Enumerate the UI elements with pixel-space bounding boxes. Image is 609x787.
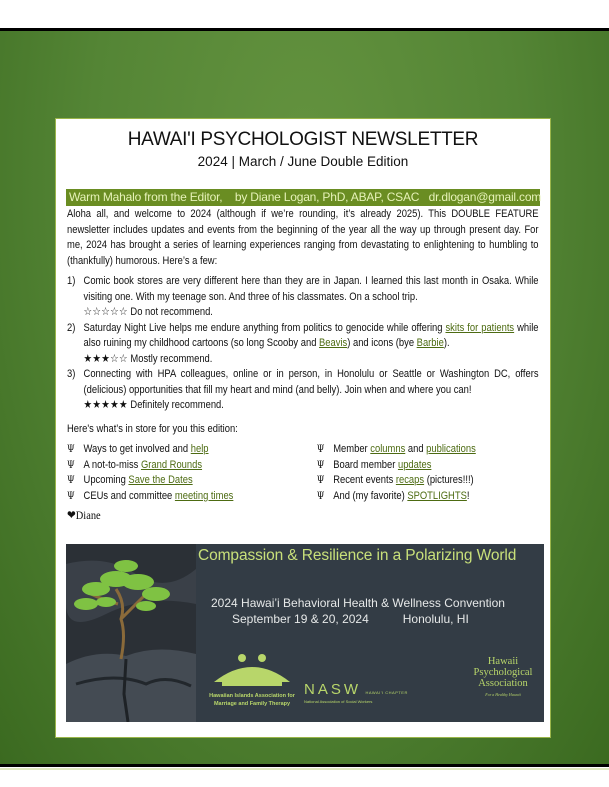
- psi-icon: Ψ: [67, 459, 75, 471]
- psi-icon: Ψ: [67, 475, 75, 486]
- list-text: Saturday Night Live helps me endure anything from politics to genocide while offering: [83, 321, 446, 334]
- item-text: !: [466, 489, 470, 502]
- psi-icon: Ψ: [316, 475, 325, 486]
- list-item: [67, 321, 539, 368]
- signature-name: Diane: [75, 508, 101, 522]
- list-number: 1): [67, 275, 76, 287]
- hpa-line: Hawaii: [487, 656, 519, 667]
- list-number: 2): [67, 321, 76, 334]
- item-text: and: [405, 443, 427, 455]
- contents-left: [67, 442, 303, 504]
- list-text: ).: [443, 337, 450, 349]
- item-text: Upcoming: [83, 474, 129, 486]
- hpa-line: Association: [478, 678, 528, 689]
- rating-verdict: Do not recommend.: [130, 306, 213, 318]
- meeting-times-link[interactable]: meeting times: [174, 489, 234, 502]
- himft-logo-icon: [212, 654, 292, 689]
- item-text: A not-to-miss: [83, 458, 141, 471]
- item-text: Ways to get involved and: [83, 443, 191, 455]
- contents-item: [317, 473, 539, 489]
- tree-on-rock-image: [66, 544, 196, 722]
- grand-rounds-link[interactable]: Grand Rounds: [140, 458, 203, 471]
- himft-logo: [206, 654, 298, 708]
- contents-item: [67, 458, 303, 474]
- list-text: Comic book stores are very different here than they are in Japan. I learned this last month in Osaka. While visiting one. With my teenage son. And three of his classmates. On a school trip.: [83, 275, 539, 303]
- contents-right: [303, 442, 539, 504]
- psi-icon: Ψ: [316, 459, 325, 471]
- contents-item: [67, 442, 303, 458]
- contents-item: [317, 458, 539, 474]
- item-text: Recent events: [333, 474, 396, 486]
- star-rating: ★★★★★: [83, 399, 128, 411]
- himft-logo-text: Hawaiian Islands Association for Marriage and Family Therapy: [209, 693, 295, 707]
- page-subtitle: 2024 | March / June Double Edition: [197, 154, 409, 169]
- star-rating: ☆☆☆☆☆: [83, 306, 128, 318]
- page-frame: [0, 28, 609, 767]
- item-text: Member: [333, 443, 371, 455]
- contents-list: [67, 442, 539, 504]
- banner-location: Honolulu, HI: [402, 612, 469, 626]
- psi-icon: Ψ: [67, 444, 75, 455]
- letter-body: [67, 207, 539, 523]
- list-number: 3): [67, 368, 76, 380]
- list-text: ) and icons (bye: [347, 337, 417, 349]
- nasw-logo: [304, 681, 454, 704]
- banner-dates: September 19 & 20, 2024: [232, 612, 369, 626]
- list-text: Connecting with HPA colleagues, online or in person, in Honolulu or Seattle or Washington DC, offers (delicious) opportunities that fill my heart and mind (and belly). Join when and where you can!: [83, 368, 539, 396]
- item-text: CEUs and committee: [83, 489, 175, 502]
- heart-icon: ❤: [67, 508, 76, 522]
- updates-link[interactable]: updates: [397, 458, 432, 471]
- list-item: [67, 367, 539, 414]
- banner-headline: Compassion & Resilience in a Polarizing World: [198, 547, 517, 564]
- rating-verdict: Mostly recommend.: [130, 352, 213, 365]
- signature: [67, 508, 539, 523]
- psi-icon: Ψ: [316, 444, 325, 455]
- recaps-link[interactable]: recaps: [395, 474, 425, 486]
- psi-icon: Ψ: [316, 490, 325, 502]
- psi-icon: Ψ: [67, 490, 75, 502]
- banner-date-location: [232, 612, 469, 626]
- list-text: while also ruining my childhood cartoons (so long Scooby and: [83, 321, 539, 349]
- item-text: Board member: [333, 458, 398, 471]
- newsletter-page: [55, 118, 551, 738]
- hpa-tagline: For a Healthy Hawaii: [485, 692, 521, 697]
- contents-item: [317, 489, 539, 505]
- contents-item: [67, 473, 303, 489]
- experience-list: [67, 274, 539, 414]
- barbie-link[interactable]: Barbie: [416, 337, 444, 349]
- intro-paragraph: Aloha all, and welcome to 2024 (although if we’re rounding, it’s already 2025). This DOUBLE FEATURE newsletter includes updates and events from the beginning of the year all the way up through present day. For me, 2024 has brought a series of learning experiences ranging from devastating to enlightening to humbling to (thankfully) humorous. Here’s a few:: [67, 208, 539, 267]
- columns-link[interactable]: columns: [370, 443, 406, 455]
- list-item: [67, 274, 539, 321]
- nasw-text: NASW: [304, 681, 361, 698]
- in-store-heading: Here's what’s in store for you this edition:: [67, 422, 238, 435]
- editor-heading: Warm Mahalo from the Editor,: [69, 190, 223, 204]
- publications-link[interactable]: publications: [426, 443, 476, 455]
- editor-byline: by Diane Logan, PhD, ABAP, CSAC: [234, 190, 420, 204]
- skits-link[interactable]: skits for patients: [445, 321, 515, 334]
- beavis-link[interactable]: Beavis: [319, 337, 348, 349]
- contents-item: [67, 489, 303, 505]
- nasw-full-name: National Association of Social Workers: [304, 699, 373, 704]
- page-title: HAWAI'I PSYCHOLOGIST NEWSLETTER: [127, 129, 479, 150]
- spotlights-link[interactable]: SPOTLIGHTS: [407, 489, 467, 502]
- hpa-logo: [463, 656, 543, 700]
- item-text: And (my favorite): [333, 489, 408, 502]
- save-the-dates-link[interactable]: Save the Dates: [128, 474, 193, 486]
- item-text: (pictures!!!): [424, 474, 474, 486]
- contents-item: [317, 442, 539, 458]
- editor-email[interactable]: dr.dlogan@gmail.com: [428, 190, 542, 204]
- banner-event: 2024 Hawai’i Behavioral Health & Wellness Convention: [211, 596, 505, 610]
- editor-bar: [66, 189, 540, 206]
- nasw-chapter: HAWAI'I CHAPTER: [365, 690, 408, 695]
- help-link[interactable]: help: [190, 443, 209, 455]
- hpa-line: Psychological: [473, 667, 533, 678]
- star-rating: ★★★☆☆: [83, 352, 128, 365]
- rating-verdict: Definitely recommend.: [130, 399, 224, 411]
- convention-banner[interactable]: [66, 544, 544, 722]
